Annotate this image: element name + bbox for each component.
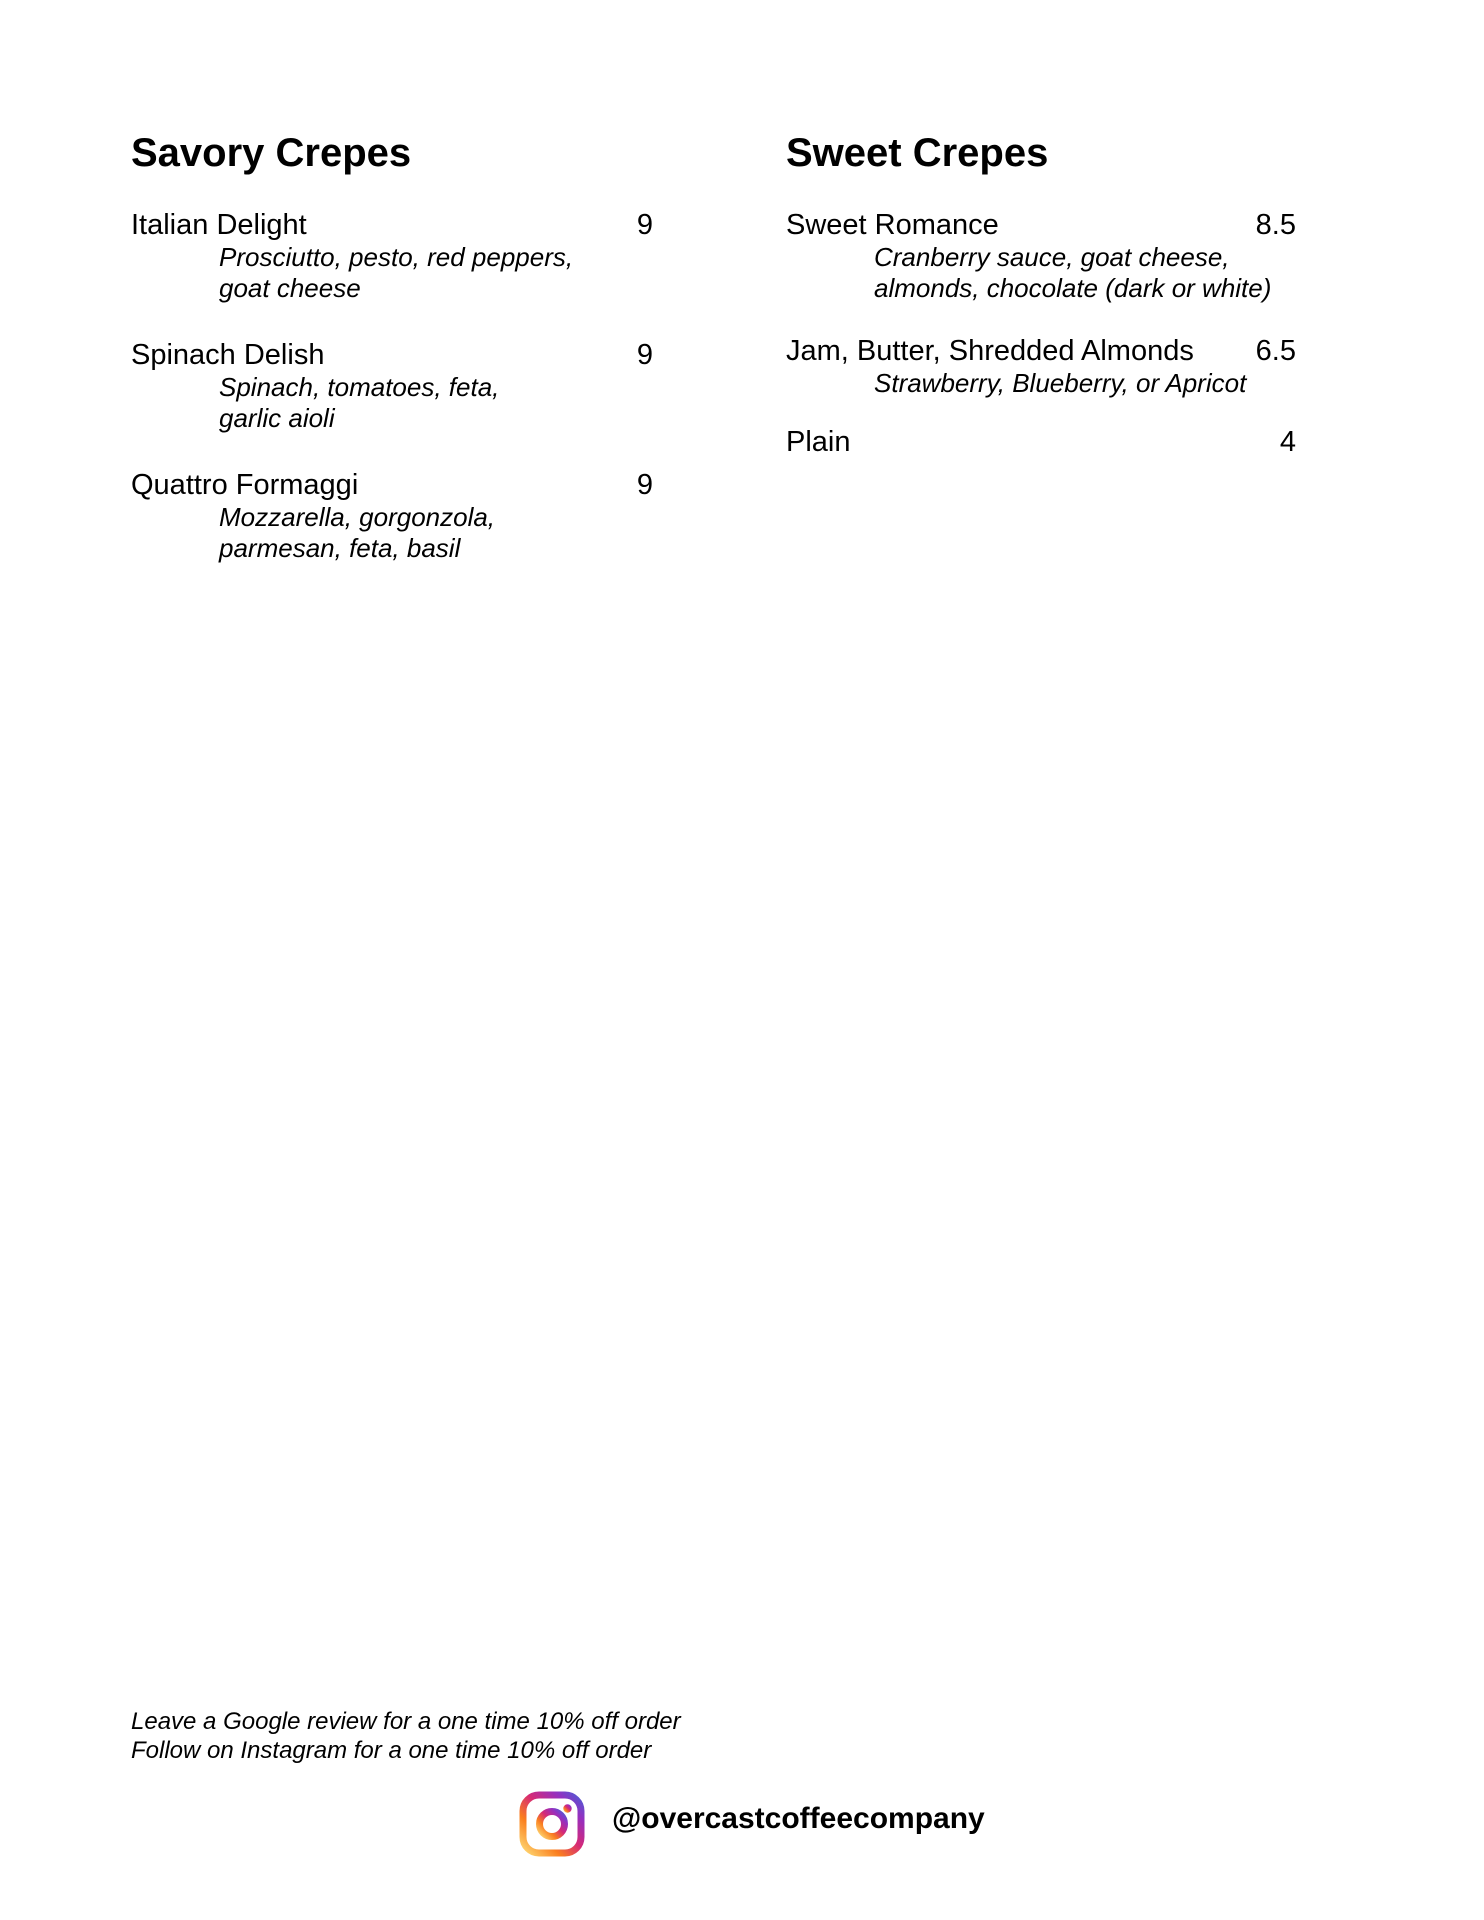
item-price: 9: [636, 209, 653, 241]
promo-note: Follow on Instagram for a one time 10% off order: [131, 1737, 652, 1764]
item-description: [131, 502, 653, 564]
instagram-icon: [519, 1791, 585, 1857]
description-line: Cranberry sauce, goat cheese,: [874, 242, 1230, 272]
item-price: 6.5: [1255, 335, 1296, 367]
item-price: 9: [636, 469, 653, 501]
item-name: Italian Delight: [131, 209, 307, 241]
item-price: 4: [1279, 426, 1296, 458]
item-description: [786, 242, 1296, 304]
description-line: goat cheese: [219, 273, 361, 303]
description-line: almonds, chocolate (dark or white): [874, 273, 1272, 303]
description-line: Strawberry, Blueberry, or Apricot: [874, 368, 1247, 398]
item-name: Quattro Formaggi: [131, 469, 359, 501]
description-line: Mozzarella, gorgonzola,: [219, 502, 496, 532]
instagram-handle[interactable]: @overcastcoffeecompany: [612, 1802, 985, 1835]
menu-item: [131, 468, 653, 564]
menu-item: [786, 334, 1296, 399]
item-description: [131, 372, 653, 434]
menu-item: [131, 208, 653, 304]
description-line: garlic aioli: [219, 403, 335, 433]
promo-note: Leave a Google review for a one time 10% off order: [131, 1708, 681, 1735]
sweet-crepes-section: [786, 128, 1296, 489]
item-description: [786, 368, 1296, 399]
section-title: Savory Crepes: [131, 131, 412, 175]
description-line: Prosciutto, pesto, red peppers,: [219, 242, 574, 272]
description-line: Spinach, tomatoes, feta,: [219, 372, 500, 402]
item-name: Plain: [786, 426, 851, 458]
menu-item: [786, 208, 1296, 304]
item-name: Jam, Butter, Shredded Almonds: [786, 335, 1194, 367]
instagram-link[interactable]: [519, 1791, 985, 1857]
item-name: Sweet Romance: [786, 209, 999, 241]
item-name: Spinach Delish: [131, 339, 325, 371]
item-price: 8.5: [1255, 209, 1296, 241]
item-description: [131, 242, 653, 304]
savory-crepes-section: [131, 128, 653, 598]
description-line: parmesan, feta, basil: [219, 533, 461, 563]
promo-notes: [131, 1707, 681, 1765]
section-title: Sweet Crepes: [786, 131, 1049, 175]
menu-item: [786, 425, 1296, 459]
item-price: 9: [636, 339, 653, 371]
menu-item: [131, 338, 653, 434]
